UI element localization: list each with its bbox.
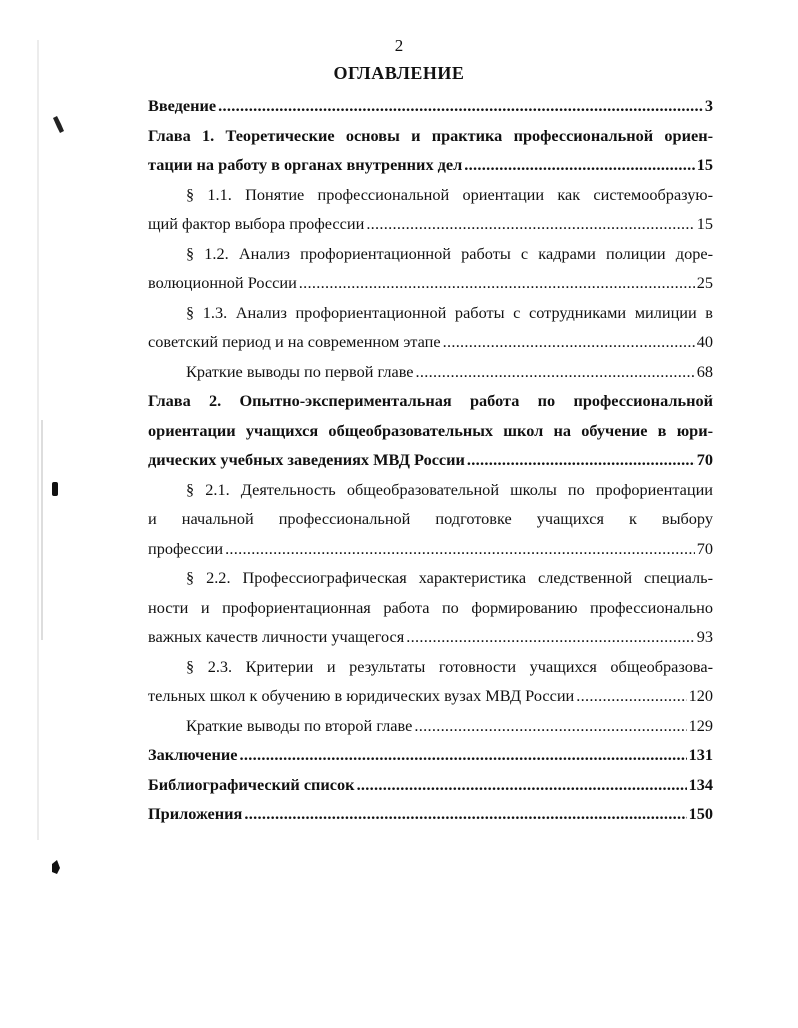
scan-mark-bottom <box>52 860 60 874</box>
toc-entry-s22-line1: § 2.2. Профессиографическая характеристика следственной специаль- <box>186 568 713 587</box>
toc-entry-intro <box>148 91 713 121</box>
toc-entry-text: Введение <box>148 96 217 115</box>
toc-entry-s22 <box>148 622 713 652</box>
toc-entry-text: Краткие выводы по второй главе <box>186 715 413 735</box>
toc-entry-ch2 <box>148 445 713 475</box>
dot-leader <box>406 622 694 652</box>
dot-leader <box>299 268 695 298</box>
toc-entry-s11 <box>148 209 713 239</box>
dot-leader <box>239 740 686 770</box>
dot-leader <box>443 327 695 357</box>
dot-leader <box>244 799 686 829</box>
toc-entry-text: волюционной России <box>148 273 297 292</box>
toc-title: ОГЛАВЛЕНИЕ <box>333 63 465 83</box>
toc-entry-ch2-line1: Глава 2. Опытно-экспериментальная работа по профессиональной <box>148 391 713 410</box>
toc-entry-s12 <box>148 268 713 298</box>
toc-entry-conclusion <box>148 740 713 770</box>
toc-entry-appendices <box>148 799 713 829</box>
toc-page-number: 25 <box>696 273 713 292</box>
toc-entry-s23 <box>148 681 713 711</box>
scan-mark-top <box>53 116 64 133</box>
dot-leader <box>414 711 686 741</box>
toc-entry-sum2 <box>148 711 713 741</box>
toc-entry-text: важных качеств личности учащегося <box>148 627 405 646</box>
toc-entry-text: Приложения <box>148 804 243 823</box>
dot-leader <box>467 445 695 475</box>
toc-entry-text: Библиографический список <box>148 774 355 794</box>
toc-entry-text: тации на работу в органах внутренних дел <box>148 155 463 174</box>
toc-entry-text: Заключение <box>148 745 238 764</box>
toc-entry-s21 <box>148 534 713 564</box>
dot-leader <box>464 150 694 180</box>
toc-page-number: 15 <box>696 155 713 174</box>
dot-leader <box>416 357 695 387</box>
toc-entry-s21-line2: и начальной профессиональной подготовке учащихся к выбору <box>148 509 713 528</box>
toc-entry-text: дических учебных заведениях МВД России <box>148 450 465 469</box>
toc-entry-sum1 <box>148 357 713 387</box>
toc-page-number: 131 <box>688 745 713 764</box>
toc-entry-ch1 <box>148 150 713 180</box>
toc-entry-text: щий фактор выбора профессии <box>148 214 365 233</box>
toc-entry-text: профессии <box>148 538 224 558</box>
toc-entry-bibliography <box>148 770 713 800</box>
dot-leader <box>218 91 703 121</box>
toc-page-number: 150 <box>688 804 713 823</box>
toc-page-number: 70 <box>696 450 713 469</box>
toc-page-number: 129 <box>688 715 713 735</box>
dot-leader <box>366 209 694 239</box>
toc-page-number: 15 <box>696 214 713 233</box>
toc-entry-text: советский период и на современном этапе <box>148 332 441 351</box>
toc-entry-s11-line1: § 1.1. Понятие профессиональной ориентации как системообразую- <box>186 184 713 204</box>
table-of-contents <box>148 91 713 829</box>
toc-entry-s13 <box>148 327 713 357</box>
toc-entry-s23-line1: § 2.3. Критерии и результаты готовности учащихся общеобразова- <box>186 656 713 676</box>
page-number: 2 <box>394 36 404 55</box>
toc-page-number: 120 <box>688 686 713 705</box>
toc-entry-text: Краткие выводы по первой главе <box>186 361 414 381</box>
toc-page-number: 134 <box>688 774 713 794</box>
toc-entry-ch2-line2: ориентации учащихся общеобразовательных школ на обучение в юри- <box>148 420 713 440</box>
toc-page-number: 68 <box>696 361 713 381</box>
toc-page-number: 93 <box>696 627 713 646</box>
toc-page-number: 70 <box>696 538 713 558</box>
toc-entry-s21-line1: § 2.1. Деятельность общеобразовательной школы по профориентации <box>186 479 713 499</box>
dot-leader <box>357 770 687 800</box>
toc-entry-text: тельных школ к обучению в юридических вузах МВД России <box>148 686 575 705</box>
dot-leader <box>576 681 686 711</box>
toc-entry-s22-line2: ности и профориентационная работа по формированию профессионально <box>148 597 713 617</box>
scan-mark-mid <box>52 482 58 496</box>
toc-entry-s12-line1: § 1.2. Анализ профориентационной работы с кадрами полиции доре- <box>186 243 713 263</box>
toc-entry-ch1-line1: Глава 1. Теоретические основы и практика профессиональной ориен- <box>148 125 713 145</box>
toc-page-number: 3 <box>704 96 713 115</box>
dot-leader <box>225 534 695 564</box>
toc-page-number: 40 <box>696 332 713 351</box>
toc-entry-s13-line1: § 1.3. Анализ профориентационной работы с сотрудниками милиции в <box>186 302 713 322</box>
